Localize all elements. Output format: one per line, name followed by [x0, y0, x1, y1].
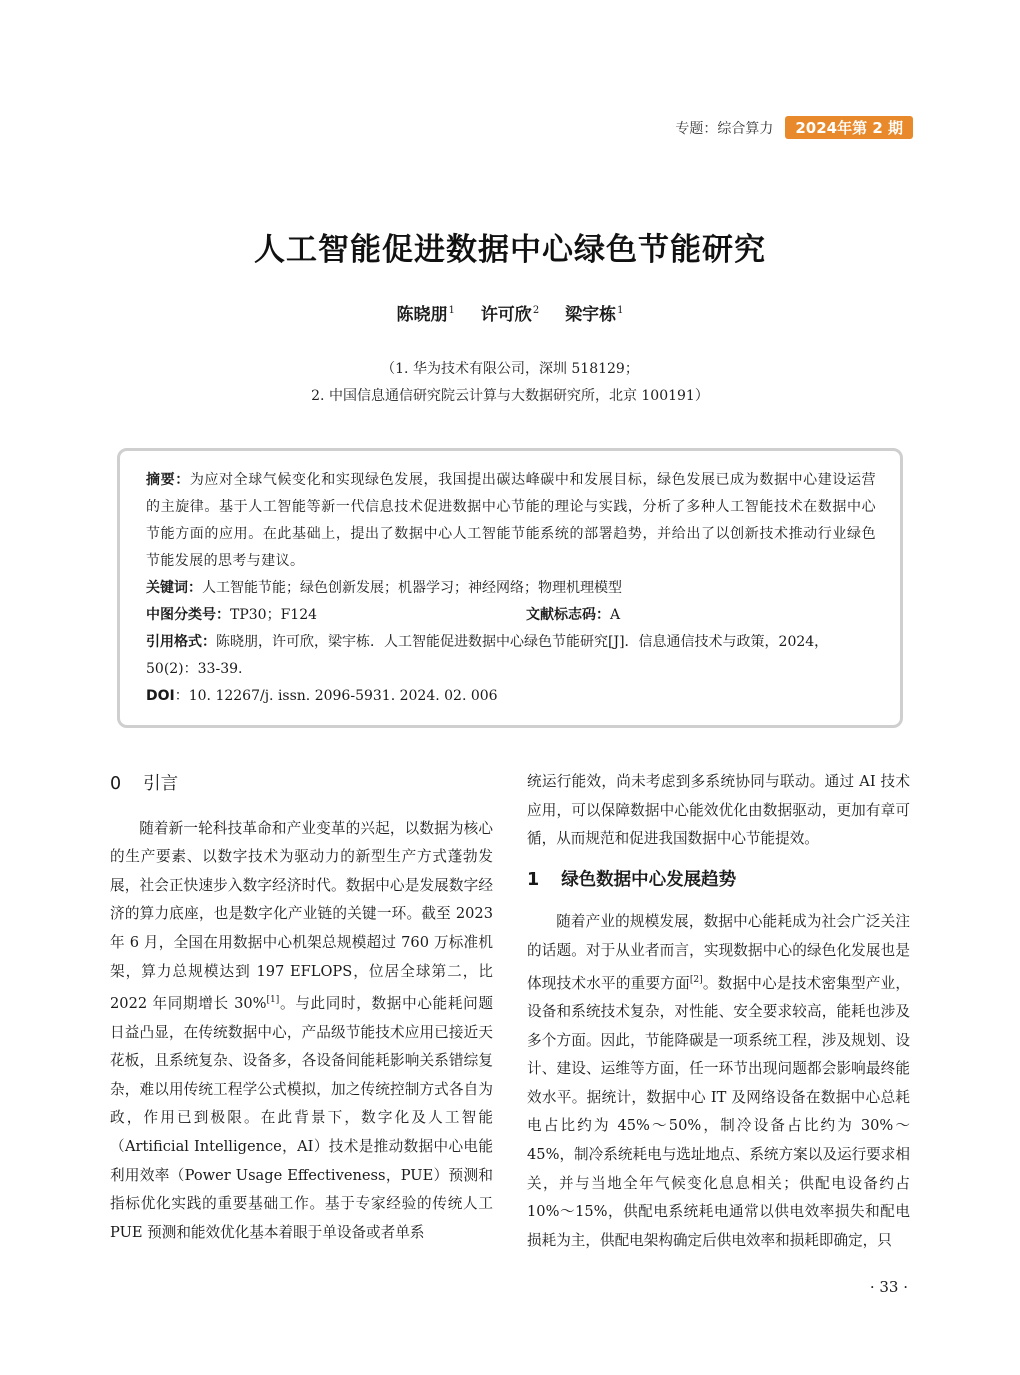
- citation-text: 陈晓朋，许可欣，梁宇栋．人工智能促进数据中心绿色节能研究[J]．信息通信技术与政策，2024，50(2)：33-39.: [146, 634, 829, 677]
- author: 梁宇栋$^1$: [565, 305, 624, 325]
- author: 陈晓朋$^1$: [396, 305, 455, 325]
- doc-code-value: A: [610, 607, 621, 623]
- author-list: [0, 300, 1020, 325]
- abstract-text: 为应对全球气候变化和实现绿色发展，我国提出碳达峰碳中和发展目标，绿色发展已成为数据中心建设运营的主旋律。基于人工智能等新一代信息技术促进数据中心节能的理论与实践，分析了多种人工智能技术在数据中心节能方面的应用。在此基础上，提出了数据中心人工智能节能系统的部署趋势，并给出了以创新技术推动行业绿色节能发展的思考与建议。: [146, 472, 876, 569]
- doi-label: DOI: [146, 688, 175, 704]
- paragraph: 随着产业的规模发展，数据中心能耗成为社会广泛关注的话题。对于从业者而言，实现数据中心的绿色化发展也是体现技术水平的重要方面[2]。数据中心是技术密集型产业，设备和系统技术复杂，对性能、安全要求较高，能耗也涉及多个方面。因此，节能降碳是一项系统工程，涉及规划、设计、建设、运维等方面，任一环节出现问题都会影响最终能效水平。据统计，数据中心 IT 及网络设备在数据中心总耗电占比约为 45%～50%，制冷设备占比约为 30%～45%，制冷系统耗电与选址地点、系统方案以及运行要求相关，并与当地全年气候变化息息相关；供配电设备约占 10%～15%，供配电系统耗电通常以供电效率损失和配电损耗为主，供配电架构确定后供电效率和损耗即确定，只: [527, 913, 910, 1249]
- paper-title: 人工智能促进数据中心绿色节能研究: [254, 232, 766, 268]
- abstract-box: [117, 448, 903, 728]
- paragraph: 随着新一轮科技革命和产业变革的兴起，以数据为核心的生产要素、以数字技术为驱动力的新型生产方式蓬勃发展，社会正快速步入数字经济时代。数据中心是发展数字经济的算力底座，也是数字化产业链的关键一环。截至 2023 年 6 月，全国在用数据中心机架总规模超过 760 万标准机架，算力总规模达到 197 EFLOPS，位居全球第二，比 2022 年同期增长 30%[1]。与此同时，数据中心能耗问题日益凸显，在传统数据中心，产品级节能技术应用已接近天花板，且系统复杂、设备多，各设备间能耗影响关系错综复杂，难以用传统工程学公式模拟，加之传统控制方式各自为政，作用已到极限。在此背景下，数字化及人工智能（Artificial Intelligence，AI）技术是推动数据中心电能利用效率（Power Usage Effectiveness，PUE）预测和指标优化实践的重要基础工作。基于专家经验的传统人工 PUE 预测和能效优化基本着眼于单设备或者单系: [110, 819, 493, 1241]
- clc-label: 中图分类号：: [146, 607, 230, 623]
- clc-value: TP30；F124: [230, 607, 318, 623]
- author: 许可欣$^2$: [480, 305, 540, 325]
- section-heading-green-dc: 1 绿色数据中心发展趋势: [527, 869, 737, 890]
- abstract: [146, 467, 876, 575]
- right-column: [527, 768, 910, 1255]
- citation-row: [146, 629, 876, 683]
- citation-ref: [1]: [266, 995, 280, 1006]
- keywords-text: 人工智能节能；绿色创新发展；机器学习；神经网络；物理机理模型: [202, 580, 622, 596]
- affiliation-1: （1. 华为技术有限公司，深圳 518129；: [381, 361, 639, 377]
- left-column: [110, 768, 493, 1247]
- journal-header: [675, 116, 913, 139]
- doi-row: [146, 683, 876, 710]
- citation-label: 引用格式：: [146, 634, 216, 650]
- doi-value: ：10. 12267/j. issn. 2096-5931. 2024. 02. 006: [174, 688, 498, 704]
- citation-ref: [2]: [689, 974, 703, 985]
- keywords-label: 关键词：: [146, 580, 202, 596]
- classification-row: [146, 602, 876, 629]
- affiliation-2: 2. 中国信息通信研究院云计算与大数据研究所，北京 100191）: [311, 388, 709, 404]
- topic-label: 专题：综合算力: [675, 120, 774, 137]
- abstract-label: 摘要：: [146, 472, 190, 488]
- section-heading-intro: 0 引言: [110, 774, 179, 794]
- issue-badge: 2024年第 2 期: [785, 116, 913, 139]
- keywords-row: [146, 575, 876, 602]
- paragraph: 统运行能效，尚未考虑到多系统协同与联动。通过 AI 技术应用，可以保障数据中心能效优化由数据驱动，更加有章可循，从而规范和促进我国数据中心节能提效。: [527, 773, 910, 848]
- doc-code-label: 文献标志码：: [526, 607, 610, 623]
- page-number: · 33 ·: [869, 1278, 908, 1296]
